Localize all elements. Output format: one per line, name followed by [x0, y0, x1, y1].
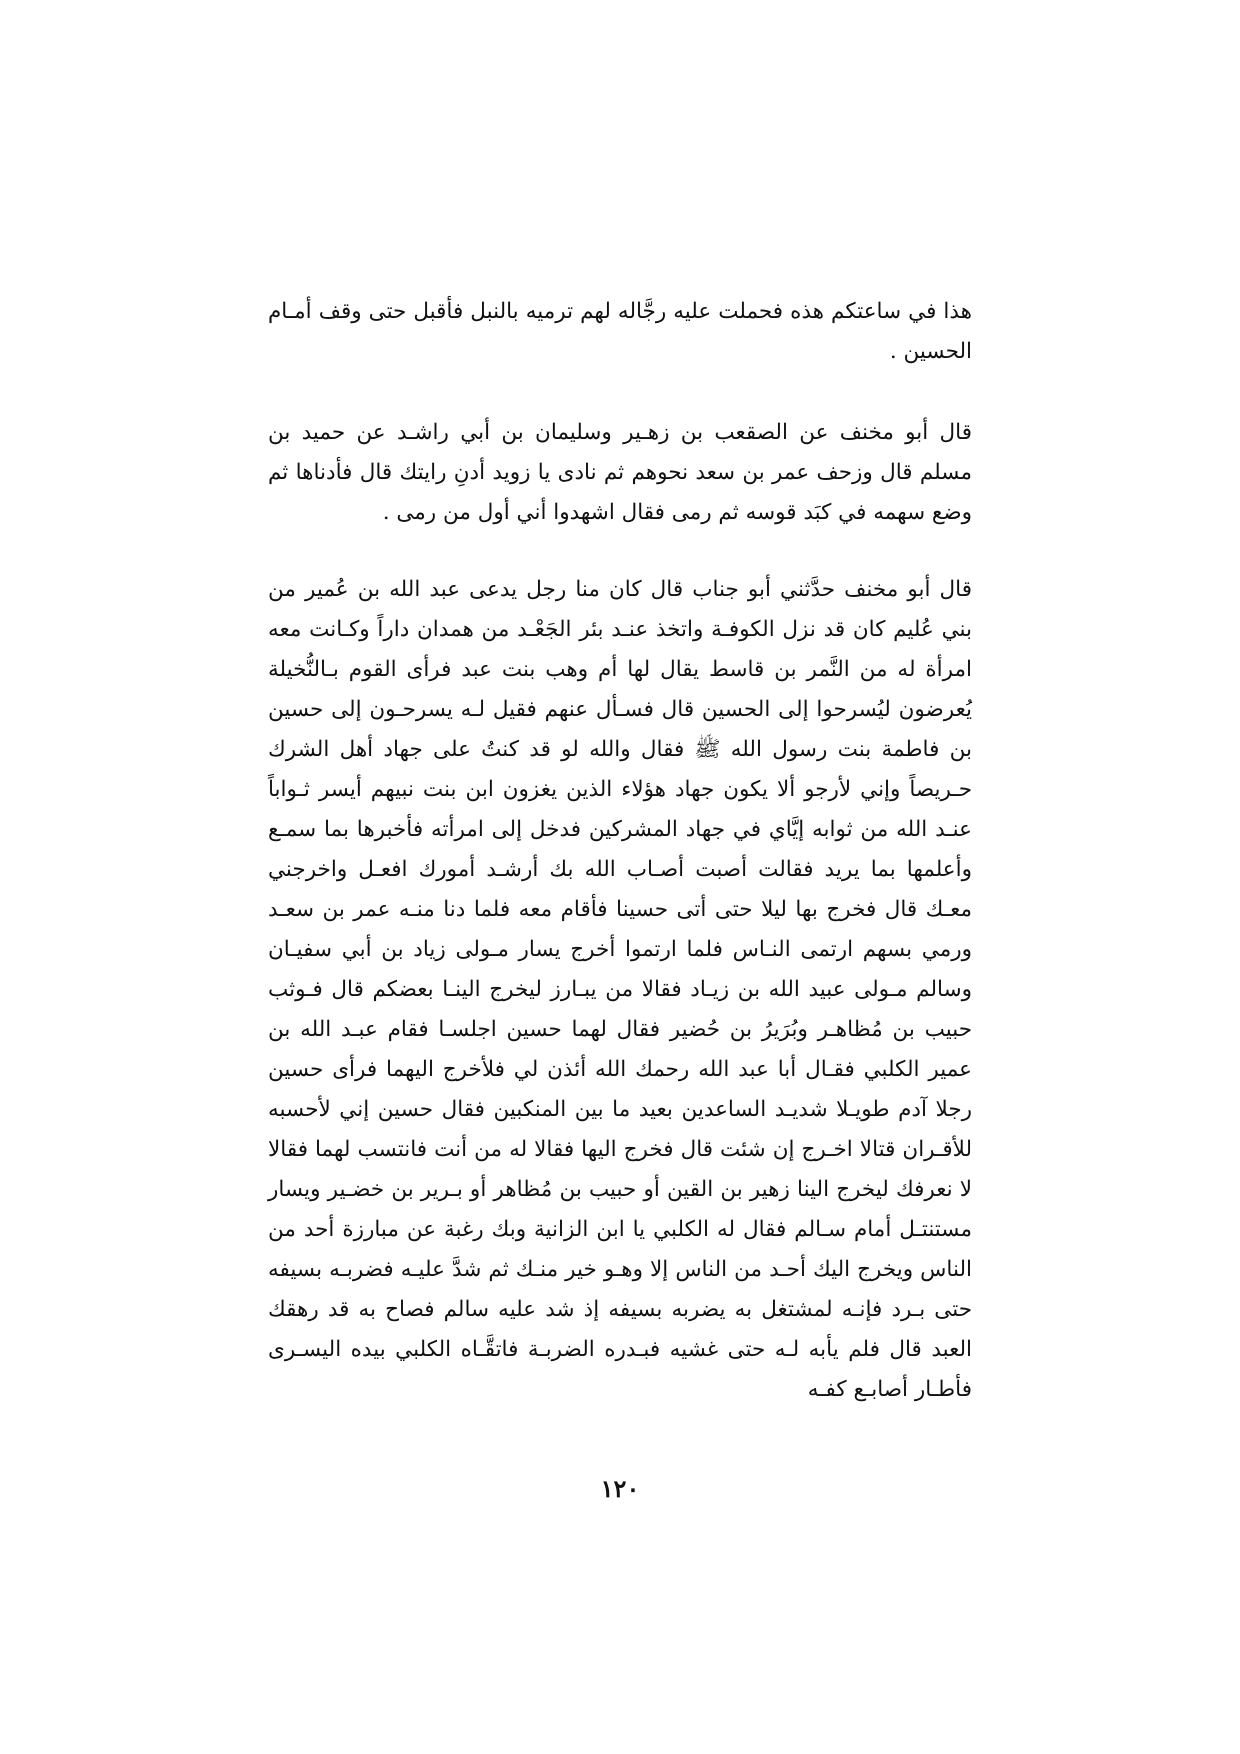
- page-number: ١٢٠: [600, 1474, 640, 1503]
- paragraph-continuation: [268, 292, 972, 372]
- paragraph-text: هذا في ساعتكم هذه فحملت عليه رجَّاله لهم ترميه بالنبل فأقبل حتى وقف أمـام الحسين .: [268, 299, 972, 364]
- paragraph-text: قال أبو مخنف عن الصقعب بن زهـير وسليمان بن أبي راشـد عن حميد بن مسلم قال وزحف عمر بن سعد نحوهم ثم نادى يا زويد أدنِ رايتك قال فأدناها ثم وضع سهمه في كبَد قوسه ثم رمى فقال اشهدوا أني أول من رمى .: [268, 420, 972, 525]
- paragraph-narration-2: [268, 570, 972, 1410]
- paragraph-text: قال أبو مخنف حدَّثني أبو جناب قال كان منا رجل يدعى عبد الله بن عُمير من بني عُليم كان قد نزل الكوفـة واتخذ عنـد بئر الجَعْـد من همدان داراً وكـانت معه امرأة له من النَّمر بن قاسط يقال لها أم وهب بنت عبد فرأى القوم بـالنُّخيلة يُعرضون ليُسرحوا إلى الحسين قال فسـأل عنهم فقيل لـه يسرحـون إلى حسين بن فاطمة بنت رسول الله ﷺ فقال والله لو قد كنتُ على جهاد أهل الشرك حـريصاً وإني لأرجو ألا يكون جهاد هؤلاء الذين يغزون ابن بنت نبيهم أيسر ثـواباً عنـد الله من ثوابه إيَّاي في جهاد المشركين فدخل إلى امرأته فأخبرها بما سمـع وأعلمها بما يريد فقالت أصبت أصـاب الله بك أرشـد أمورك افعـل واخرجني معـك قال فخرج بها ليلا حتى أتى حسينا فأقام معه فلما دنا منـه عمر بن سعـد ورمي بسهم ارتمى النـاس فلما ارتموا أخرج يسار مـولى زياد بن أبي سفيـان وسالم مـولى عبيد الله بن زيـاد فقالا من يبـارز ليخرج الينـا بعضكم قال فـوثب حبيب بن مُظاهـر وبُرَيرُ بن حُضير فقال لهما حسين اجلسـا فقام عبـد الله بن عمير الكلبي فقـال أبا عبد الله رحمك الله أئذن لي فلأخرج اليهما فرأى حسين رجلا آدم طويـلا شديـد الساعدين بعيد ما بين المنكبين فقال حسين إني لأحسبه للأقـران قتالا اخـرج إن شئت قال فخرج اليها فقالا له من أنت فانتسب لهما فقالا لا نعرفك ليخرج الينا زهير بن القين أو حبيب بن مُظاهر أو بـرير بن خضـير ويسار مستنتـل أمام سـالم فقال له الكلبي يا ابن الزانية وبك رغبة عن مبارزة أحد من الناس ويخرج اليك أحـد من الناس إلا وهـو خير منـك ثم شدَّ عليـه فضربـه بسيفه حتى بـرد فإنـه لمشتغل به يضربه بسيفه إذ شد عليه سالم فصاح به قد رهقك العبد قال فلم يأبه لـه حتى غشيه فبـدره الضربـة فاتقَّـاه الكلبي بيده اليسـرى فأطـار أصابـع كفـه: [268, 577, 972, 1402]
- paragraph-narration-1: [268, 413, 972, 533]
